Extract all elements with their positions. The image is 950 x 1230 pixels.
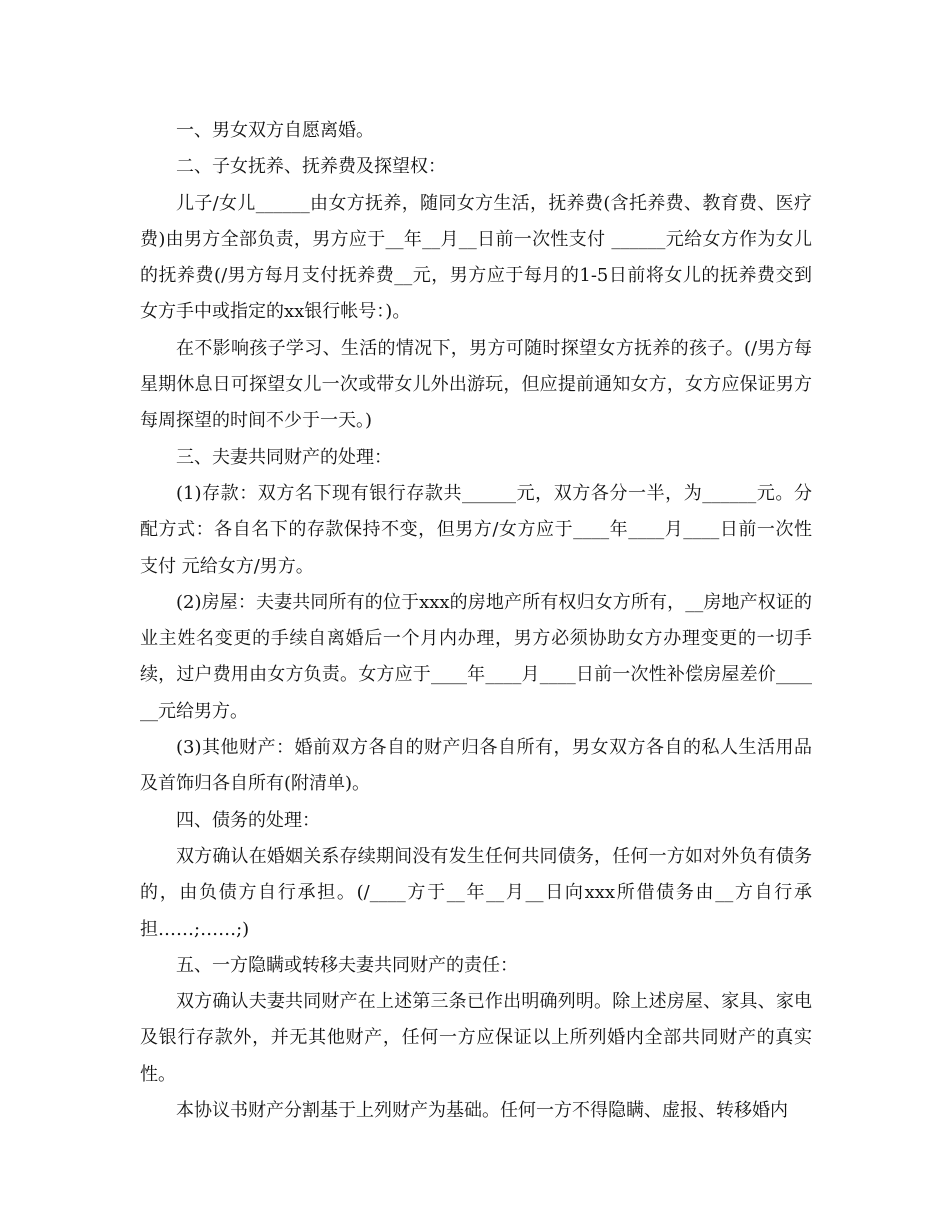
clause-heading-5: 五、一方隐瞒或转移夫妻共同财产的责任：	[176, 954, 518, 976]
house-paragraph: (2)房屋：夫妻共同所有的位于xxx的房地产所有权归女方所有，__房地产权证的业主姓名变更的手续自离婚后一个月内办理，男方必须协助女方办理变更的一切手续，过户费用由女方负责。女方应于____年____月____日前一次性补偿房屋差价______元给男方。	[140, 591, 812, 722]
clause-heading-2: 二、子女抚养、抚养费及探望权：	[176, 156, 446, 178]
clause-heading-4: 四、债务的处理：	[176, 809, 320, 831]
deposits-paragraph: (1)存款：双方名下现有银行存款共______元，双方各分一半，为______元。分配方式：各自名下的存款保持不变，但男方/女方应于____年____月____日前一次性支付 元给女方/男方。	[140, 482, 812, 577]
property-confirmation-paragraph: 双方确认夫妻共同财产在上述第三条已作出明确列明。除上述房屋、家具、家电及银行存款外，并无其他财产，任何一方应保证以上所列婚内全部共同财产的真实性。	[140, 991, 812, 1085]
property-division-paragraph: 本协议书财产分割基于上列财产为基础。任何一方不得隐瞒、虚报、转移婚内	[176, 1100, 788, 1122]
clause-heading-1: 一、男女双方自愿离婚。	[176, 120, 374, 141]
clause-heading-3: 三、夫妻共同财产的处理：	[176, 446, 392, 468]
visitation-paragraph: 在不影响孩子学习、生活的情况下，男方可随时探望女方抚养的孩子。(/男方每星期休息日可探望女儿一次或带女儿外出游玩，但应提前通知女方，女方应保证男方每周探望的时间不少于一天。)	[140, 337, 812, 432]
agreement-body	[140, 113, 812, 1129]
other-property-paragraph: (3)其他财产：婚前双方各自的财产归各自所有，男女双方各自的私人生活用品及首饰归各自所有(附清单)。	[140, 737, 812, 795]
debts-paragraph: 双方确认在婚姻关系存续期间没有发生任何共同债务，任何一方如对外负有债务的，由负债方自行承担。(/____方于__年__月__日向xxx所借债务由__方自行承担……;……;)	[140, 845, 812, 940]
child-custody-paragraph: 儿子/女儿______由女方抚养，随同女方生活，抚养费(含托养费、教育费、医疗费)由男方全部负责，男方应于__年__月__日前一次性支付 ______元给女方作为女儿的抚养费(/男方每月支付抚养费__元，男方应于每月的1-5日前将女儿的抚养费交到女方手中或指定的xx银行帐号：)。	[140, 192, 812, 323]
